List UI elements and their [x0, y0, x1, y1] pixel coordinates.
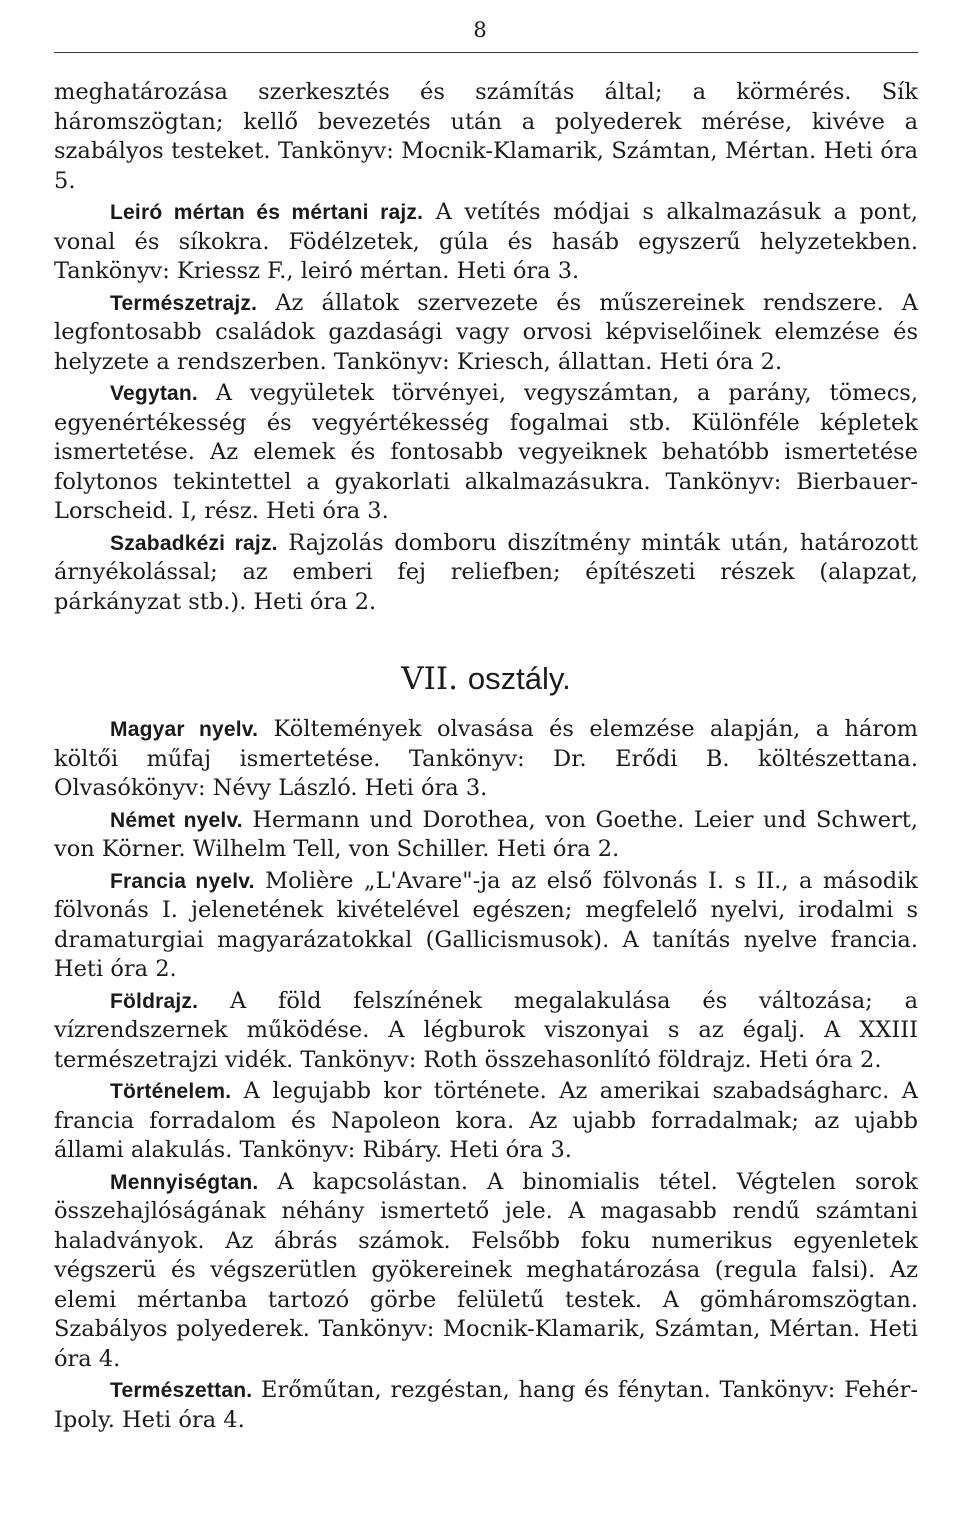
subject-heading: Szabadkézi rajz.: [110, 531, 278, 555]
section-roman: VII.: [401, 661, 459, 697]
intro-paragraph: meghatározása szerkesztés és számítás által; a körmérés. Sík háromszögtan; kellő bevezetés után a polyederek mérése, kivéve a szabályos testeket. Tankönyv: Mocnik-Klamarik, Számtan, Mértan. Heti óra 5.: [54, 79, 918, 194]
page-number: 8: [473, 18, 487, 42]
subject-text: A kapcsolástan. A binomialis tétel. Végtelen sorok összehajlóságának néhány ismertető jele. A magasabb rendű számtani haladványok. Az ábrás számok. Felsőbb foku numerikus egyenletek végszerü és végszerütlen gyökereinek meghatározása (regula falsi). Az elemi mértanba tartozó görbe felületű testek. A gömháromszögtan. Szabályos polyederek. Tankönyv: Mocnik-Klamarik, Számtan, Mértan. Heti óra 4.: [54, 1168, 918, 1372]
subject-text: A vetítés módjai s alkalmazásuk a pont, vonal és síkokra. Födélzetek, gúla és hasáb egyszerű helyzetekben. Tankönyv: Kriessz F., leiró mértan. Heti óra 3.: [54, 199, 918, 284]
subject-entry: [54, 1077, 918, 1166]
text-block: [54, 78, 918, 1435]
subject-text: Költemények olvasása és elemzése alapján, a három költői műfaj ismertetése. Tankönyv: Dr. Erődi B. költészettana. Olvasókönyv: Névy László. Heti óra 3.: [54, 716, 918, 801]
subject-entry: [54, 987, 918, 1076]
subject-entry: [54, 867, 918, 985]
subject-entry: [54, 1168, 918, 1375]
subject-heading: Magyar nyelv.: [110, 718, 259, 741]
top-entries: [54, 198, 918, 617]
subject-heading: Földrajz.: [110, 989, 199, 1013]
subject-heading: Francia nyelv.: [110, 869, 255, 893]
subject-text: A legujabb kor története. Az amerikai szabadságharc. A francia forradalom és Napoleon kora. Az ujabb forradalmak; az ujabb állami alakulás. Tankönyv: Ribáry. Heti óra 3.: [54, 1078, 918, 1163]
subject-text: Molière „L'Avare"-ja az első fölvonás I. s II., a második fölvonás I. jelenetének kivételével egészen; megfelelő nyelvi, irodalmi s dramaturgiai magyarázatokkal (Gallicismusok). A tanítás nyelve francia. Heti óra 2.: [54, 867, 919, 982]
subject-heading: Természettan.: [110, 1379, 253, 1402]
subject-heading: Vegytan.: [110, 382, 198, 405]
subject-heading: Történelem.: [110, 1080, 232, 1103]
subject-text: Az állatok szervezete és műszereinek rendszere. A legfontosabb családok gazdasági vagy orvosi képviselőinek elemzése és helyzete a rendszerben. Tankönyv: Kriesch, állattan. Heti óra 2.: [54, 289, 918, 375]
bottom-entries: [54, 715, 918, 1435]
subject-text: Erőműtan, rezgéstan, hang és fénytan. Tankönyv: Fehér-Ipoly. Heti óra 4.: [54, 1377, 918, 1433]
subject-entry: [54, 806, 918, 865]
subject-entry: [54, 379, 918, 527]
subject-text: A föld felszínének megalakulása és változása; a vízrendszernek működése. A légburok viszonyai s az égalj. A XXIII természetrajzi vidék. Tankönyv: Roth összehasonlító földrajz. Heti óra 2.: [54, 987, 918, 1073]
subject-entry: [54, 289, 918, 378]
subject-entry: [54, 198, 918, 287]
header-rule: [54, 52, 918, 53]
subject-heading: Mennyiségtan.: [110, 1170, 259, 1194]
subject-text: A vegyületek törvényei, vegyszámtan, a parány, tömecs, egyenértékesség és vegyértékesség fogalmai stb. Különféle képletek ismertetése. Az elemek és fontosabb vegyeiknek behatóbb ismertetése folytonos tekintettel a gyakorlati alkalmazásukra. Tankönyv: Bierbauer-Lorscheid. I, rész. Heti óra 3.: [54, 380, 918, 524]
subject-heading: Leiró mértan és mértani rajz.: [110, 201, 424, 224]
subject-text: Hermann und Dorothea, von Goethe. Leier und Schwert, von Körner. Wilhelm Tell, von Schiller. Heti óra 2.: [54, 806, 918, 862]
subject-entry: [54, 1376, 918, 1435]
subject-entry: [54, 715, 918, 804]
section-word: osztály.: [467, 661, 571, 696]
section-heading: [54, 661, 918, 697]
subject-heading: Természetrajz.: [110, 291, 258, 315]
subject-entry: [54, 529, 918, 618]
subject-heading: Német nyelv.: [110, 808, 243, 832]
subject-text: Rajzolás domboru diszítmény minták után, határozott árnyékolással; az emberi fej reliefben; építészeti részek (alapzat, párkányzat stb.). Heti óra 2.: [54, 529, 918, 615]
